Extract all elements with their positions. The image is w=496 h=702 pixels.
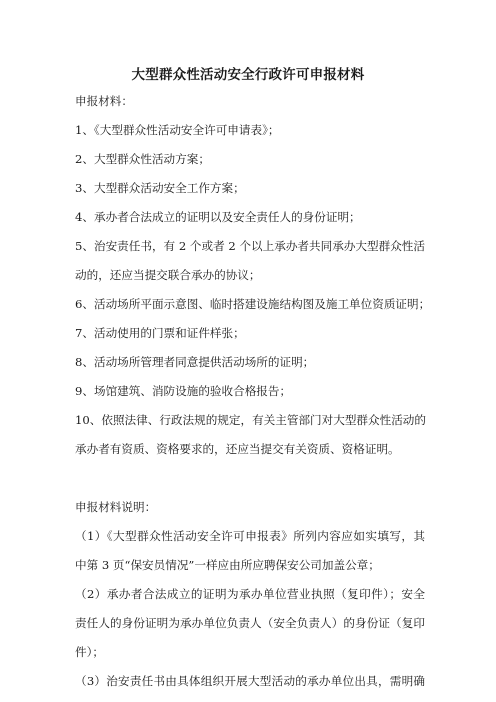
list-item: 4、承办者合法成立的证明以及安全责任人的身份证明； xyxy=(75,210,361,224)
list-item: 3、大型群众活动安全工作方案； xyxy=(75,181,245,195)
note-item: （1）《大型群众性活动安全许可申报表》所列内容应如实填写，其 xyxy=(75,529,425,543)
note-item: （2）承办者合法成立的证明为承办单位营业执照（复印件）；安全 xyxy=(75,587,425,601)
list-item-continuation: 动的，还应当提交联合承办的协议； xyxy=(75,268,261,282)
note-item-continuation: 中第 3 页“保安员情况”一样应由所应聘保安公司加盖公章； xyxy=(75,558,380,572)
note-item-continuation: 件）； xyxy=(75,645,104,659)
document-title: 大型群众性活动安全行政许可申报材料 xyxy=(131,67,365,83)
list-item: 5、治安责任书，有 2 个或者 2 个以上承办者共同承办大型群众性活 xyxy=(75,239,425,253)
note-item-continuation: 责任人的身份证明为承办单位负责人（安全负责人）的身份证（复印 xyxy=(75,616,425,630)
list-item: 6、活动场所平面示意图、临时搭建设施结构图及施工单位资质证明； xyxy=(75,297,431,311)
section-heading-materials: 申报材料： xyxy=(75,94,133,108)
list-item: 9、场馆建筑、消防设施的验收合格报告； xyxy=(75,384,292,398)
list-item: 2、大型群众性活动方案； xyxy=(75,152,210,166)
list-item: 1、《大型群众性活动安全许可申请表》； xyxy=(75,123,280,137)
list-item: 7、活动使用的门票和证件样张； xyxy=(75,326,245,340)
section-heading-notes: 申报材料说明： xyxy=(75,500,157,514)
note-item: （3）治安责任书由具体组织开展大型活动的承办单位出具，需明确 xyxy=(75,674,425,688)
list-item-continuation: 承办者有资质、资格要求的，还应当提交有关资质、资格证明。 xyxy=(75,442,400,456)
list-item: 10、依照法律、行政法规的规定，有关主管部门对大型群众性活动的 xyxy=(75,413,426,427)
list-item: 8、活动场所管理者同意提供活动场所的证明； xyxy=(75,355,315,369)
